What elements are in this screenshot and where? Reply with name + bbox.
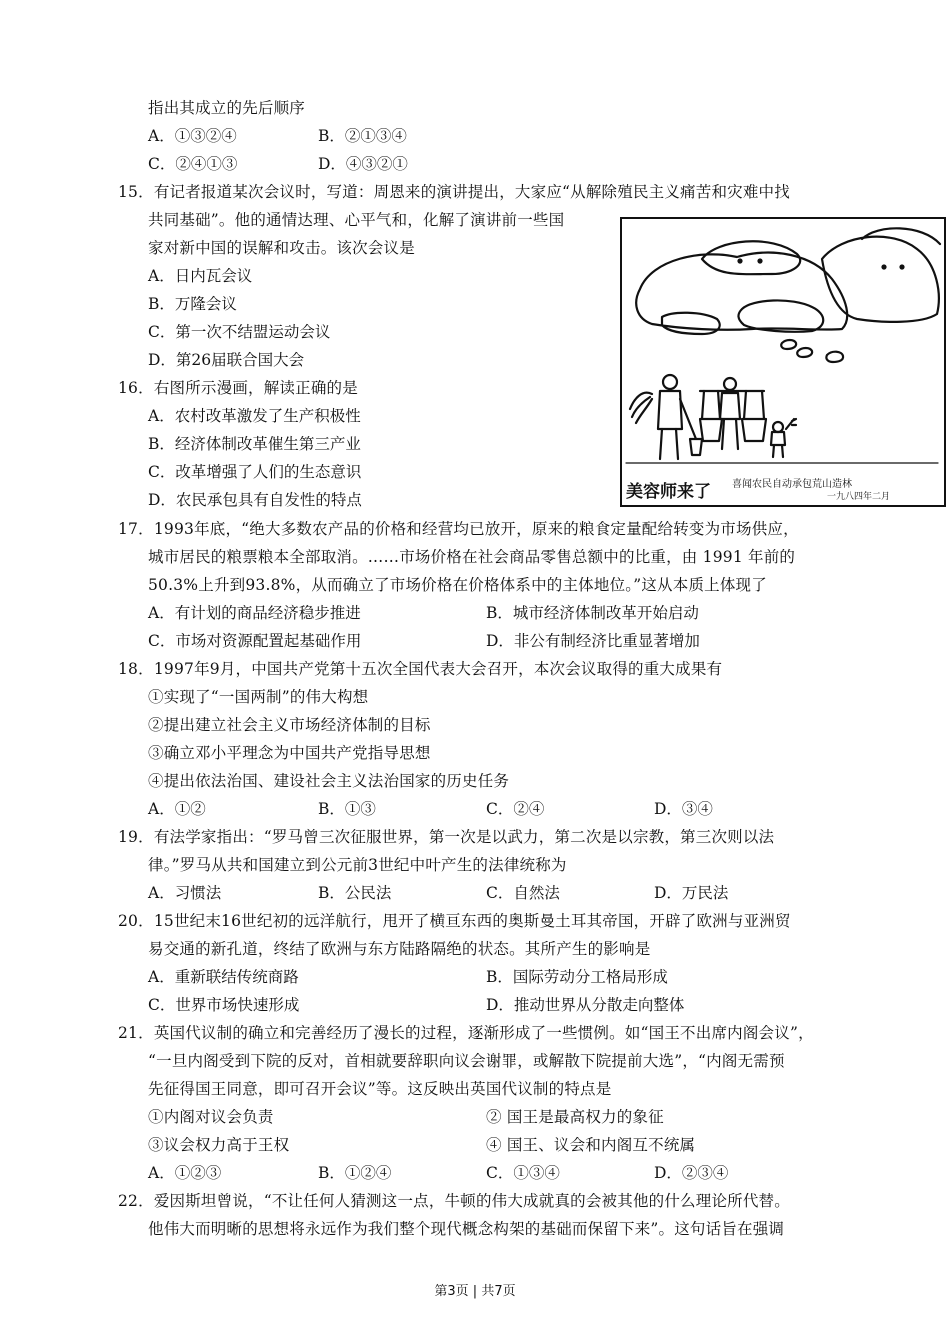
- bucket-left: [700, 391, 722, 441]
- q15-option-a[interactable]: A．日内瓦会议: [148, 267, 253, 285]
- q17-option-d[interactable]: D．非公有制经济比重显著增加: [486, 632, 700, 650]
- bucket-right: [742, 391, 766, 441]
- lower-rock: [738, 300, 823, 331]
- q15-stem-line1: 15．有记者报道某次会议时，写道：周恩来的演讲提出，大家应“从解除殖民主义痛苦和灾难中找: [118, 183, 790, 201]
- sapling-bundle: [630, 393, 652, 423]
- child-head: [773, 422, 783, 432]
- q18-stem-line1: 18．1997年9月，中国共产党第十五次全国代表大会召开，本次会议取得的重大成果有: [118, 660, 723, 678]
- q14-option-a[interactable]: A．①③②④: [148, 127, 237, 145]
- page-footer: 第3页 | 共7页: [434, 1284, 516, 1299]
- stone-1: [781, 340, 796, 349]
- q21-statement-4: ④ 国王、议会和内阁互不统属: [486, 1136, 696, 1154]
- stone-2: [797, 348, 812, 357]
- q22-stem-line1: 22．爱因斯坦曾说，“不让任何人猜测这一点，牛顿的伟大成就真的会被其他的什么理论所代替。: [118, 1192, 790, 1210]
- q19-option-a[interactable]: A．习惯法: [148, 884, 222, 902]
- q15-option-d[interactable]: D．第26届联合国大会: [148, 351, 305, 369]
- farmer2-body: [720, 393, 740, 419]
- cartoon-caption: 喜闻农民自动承包荒山造林: [732, 479, 852, 490]
- q21-option-d[interactable]: D．②③④: [654, 1164, 729, 1182]
- q18-option-d[interactable]: D．③④: [654, 800, 713, 818]
- q16-option-c[interactable]: C．改革增强了人们的生态意识: [148, 463, 362, 481]
- shovel: [680, 399, 702, 455]
- q18-statement-4: ④提出依法治国、建设社会主义法治国家的历史任务: [148, 772, 510, 790]
- q21-stem-line1: 21．英国代议制的确立和完善经历了漫长的过程，逐渐形成了一些惯例。如“国王不出席内阁会议”，: [118, 1024, 814, 1042]
- left-rock: [662, 313, 720, 334]
- q21-option-c[interactable]: C．①③④: [486, 1164, 560, 1182]
- q15-stem-line3: 家对新中国的误解和攻击。该次会议是: [148, 239, 415, 257]
- q18-statement-2: ②提出建立社会主义市场经济体制的目标: [148, 716, 431, 734]
- q20-option-d[interactable]: D．推动世界从分散走向整体: [486, 996, 685, 1014]
- q18-option-c[interactable]: C．②④: [486, 800, 545, 818]
- stone-3: [826, 352, 843, 362]
- q21-stem-line2: “一旦内阁受到下院的反对，首相就要辞职向议会谢罪，或解散下院提前大选”，“内阁无需预: [148, 1052, 785, 1070]
- q18-statement-1: ①实现了“一国两制”的伟大构想: [148, 688, 369, 706]
- q14-stem-cont: 指出其成立的先后顺序: [148, 99, 306, 117]
- q14-option-d[interactable]: D．④③②①: [318, 155, 408, 173]
- q20-stem-line1: 20．15世纪末16世纪初的远洋航行，甩开了横亘东西的奥斯曼土耳其帝国，开辟了欧洲与亚洲贸: [118, 912, 791, 930]
- farmer1-head: [663, 375, 677, 389]
- q19-stem-line2: 律。”罗马从共和国建立到公元前3世纪中叶产生的法律统称为: [148, 856, 567, 874]
- cartoon-title: 美容师来了: [626, 482, 711, 502]
- cartoon-date: 一九八四年二月: [827, 492, 891, 502]
- q19-option-c[interactable]: C．自然法: [486, 884, 560, 902]
- farmer2-head: [724, 378, 736, 390]
- q16-option-b[interactable]: B．经济体制改革催生第三产业: [148, 435, 361, 453]
- q19-option-d[interactable]: D．万民法: [654, 884, 729, 902]
- q20-option-c[interactable]: C．世界市场快速形成: [148, 996, 300, 1014]
- q14-option-b[interactable]: B．②①③④: [318, 127, 407, 145]
- q21-stem-line3: 先征得国王同意，即可召开会议”等。这反映出英国代议制的特点是: [148, 1080, 612, 1098]
- q15-option-b[interactable]: B．万隆会议: [148, 295, 237, 313]
- big-boulder: [636, 253, 847, 330]
- boulder-face: [702, 241, 800, 274]
- q16-option-a[interactable]: A．农村改革激发了生产积极性: [148, 407, 361, 425]
- q14-option-c[interactable]: C．②④①③: [148, 155, 238, 173]
- q20-option-a[interactable]: A．重新联结传统商路: [148, 968, 299, 986]
- q21-statement-2: ② 国王是最高权力的象征: [486, 1108, 664, 1126]
- q15-option-c[interactable]: C．第一次不结盟运动会议: [148, 323, 331, 341]
- q19-option-b[interactable]: B．公民法: [318, 884, 392, 902]
- q17-stem-line2: 城市居民的粮票粮本全部取消。……市场价格在社会商品零售总额中的比重，由 1991 年前的: [148, 548, 796, 566]
- q21-option-a[interactable]: A．①②③: [148, 1164, 222, 1182]
- q17-stem-line1: 17．1993年底，“绝大多数农产品的价格和经营均已放开，原来的粮食定量配给转变为市场供应，: [118, 520, 799, 538]
- right-boulder: [822, 237, 939, 322]
- q20-stem-line2: 易交通的新孔道，终结了欧洲与东方陆路隔绝的状态。其所产生的影响是: [148, 940, 651, 958]
- q17-option-a[interactable]: A．有计划的商品经济稳步推进: [148, 604, 361, 622]
- q17-stem-line3: 50.3%上升到93.8%，从而确立了市场价格在价格体系中的主体地位。”这从本质上体现了: [148, 576, 767, 594]
- cartoon-figure: [620, 217, 946, 507]
- q20-option-b[interactable]: B．国际劳动分工格局形成: [486, 968, 668, 986]
- q21-statement-3: ③议会权力高于王权: [148, 1136, 290, 1154]
- q21-statement-1: ①内阁对议会负责: [148, 1108, 274, 1126]
- q16-option-d[interactable]: D．农民承包具有自发性的特点: [148, 491, 362, 509]
- q22-stem-line2: 他伟大而明晰的思想将永远作为我们整个现代概念构架的基础而保留下来”。这句话旨在强调: [148, 1220, 785, 1238]
- farmer1-body: [658, 391, 682, 429]
- q19-stem-line1: 19．有法学家指出：“罗马曾三次征服世界，第一次是以武力，第二次是以宗教，第三次则以法: [118, 828, 775, 846]
- q18-option-b[interactable]: B．①③: [318, 800, 376, 818]
- q17-option-b[interactable]: B．城市经济体制改革开始启动: [486, 604, 699, 622]
- q15-stem-line2: 共同基础”。他的通情达理、心平气和，化解了演讲前一些国: [148, 211, 565, 229]
- q17-option-c[interactable]: C．市场对资源配置起基础作用: [148, 632, 362, 650]
- q16-stem-line1: 16．右图所示漫画，解读正确的是: [118, 379, 358, 397]
- q18-option-a[interactable]: A．①②: [148, 800, 206, 818]
- q18-statement-3: ③确立邓小平理念为中国共产党指导思想: [148, 744, 431, 762]
- cartoon-drawing: [622, 219, 944, 505]
- q21-option-b[interactable]: B．①②④: [318, 1164, 392, 1182]
